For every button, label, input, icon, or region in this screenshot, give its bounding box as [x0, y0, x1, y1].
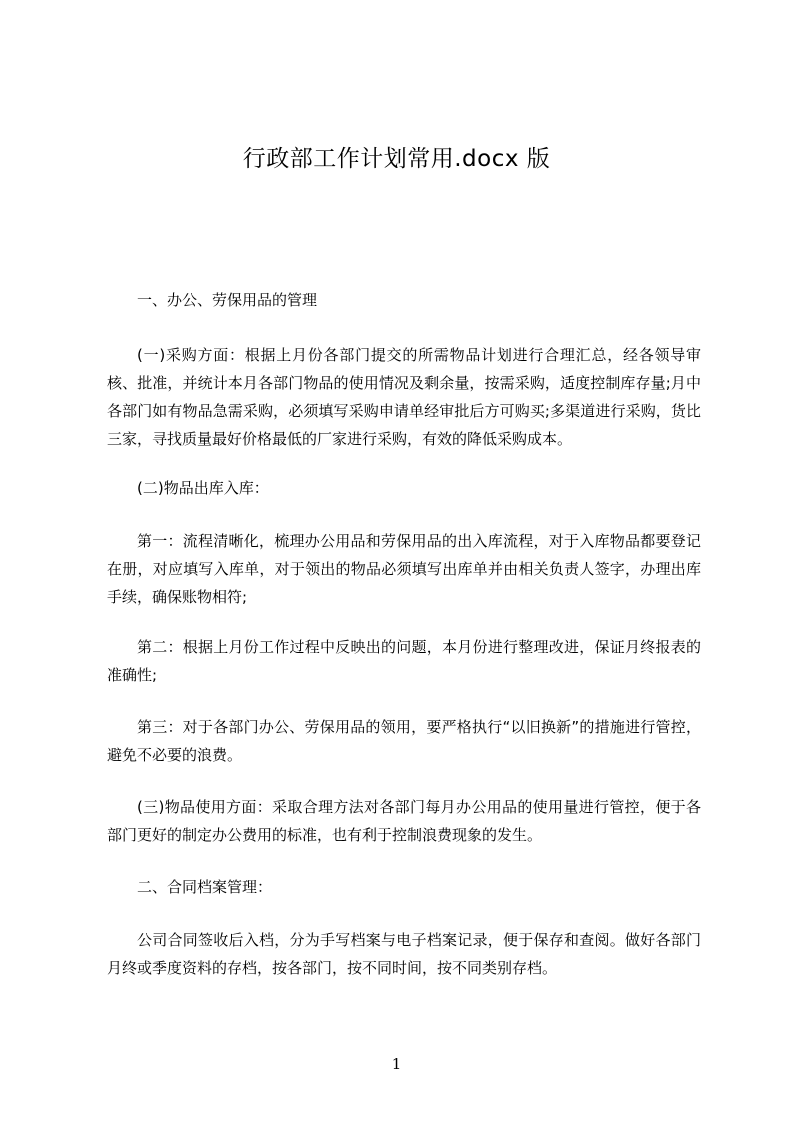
subheading-inventory-in-out: (二)物品出库入库：: [137, 479, 269, 497]
paragraph-purchasing: (一)采购方面：根据上月份各部门提交的所需物品计划进行合理汇总，经各领导审核、批准，并统计本月各部门物品的使用情况及剩余量，按需采购，适度控制库存量;月中各部门如有物品急需采购，必须填写采购申请单经审批后方可购买;多渠道进行采购，货比三家，寻找质量最好价格最低的厂家进行采购，有效的降低采购成本。: [107, 346, 701, 448]
paragraph-step-three: 第三：对于各部门办公、劳保用品的领用，要严格执行“以旧换新”的措施进行管控，避免不必要的浪费。: [107, 718, 701, 764]
paragraph-usage: (三)物品使用方面：采取合理方法对各部门每月办公用品的使用量进行管控，便于各部门更好的制定办公费用的标准，也有利于控制浪费现象的发生。: [107, 798, 701, 844]
page-number: 1: [391, 1055, 402, 1073]
section-heading-contract-archives: 二、合同档案管理：: [137, 878, 273, 896]
document-title: 行政部工作计划常用.docx 版: [242, 146, 551, 172]
section-heading-office-supplies: 一、办公、劳保用品的管理: [137, 291, 318, 309]
paragraph-contract-archiving: 公司合同签收后入档，分为手写档案与电子档案记录，便于保存和查阅。做好各部门月终或季度资料的存档，按各部门，按不同时间，按不同类别存档。: [107, 931, 701, 977]
paragraph-step-two: 第二：根据上月份工作过程中反映出的问题，本月份进行整理改进，保证月终报表的准确性;: [107, 638, 701, 684]
paragraph-step-one: 第一：流程清晰化，梳理办公用品和劳保用品的出入库流程，对于入库物品都要登记在册，对应填写入库单，对于领出的物品必须填写出库单并由相关负责人签字，办理出库手续，确保账物相符;: [107, 532, 701, 606]
